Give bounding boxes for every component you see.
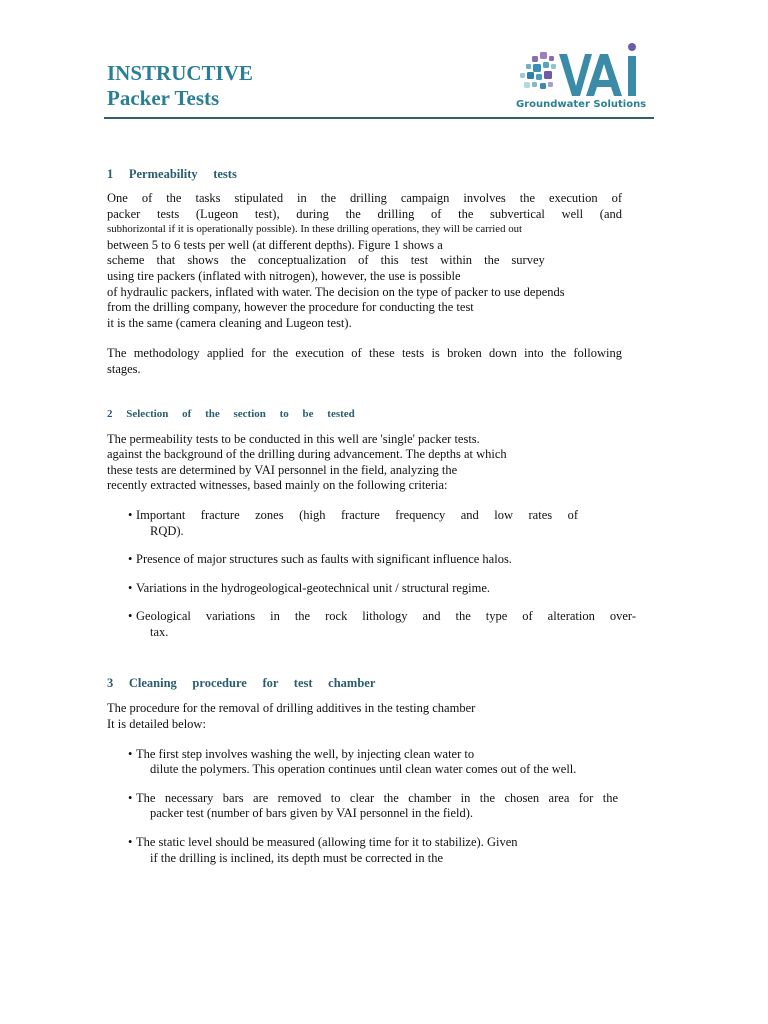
section-3-heading: 3 Cleaning procedure for test chamber: [107, 676, 376, 691]
bullet-glyph: •: [128, 746, 133, 761]
list-item-text-cont: if the drilling is inclined, its depth must be corrected in the: [150, 850, 443, 865]
list-item-text-cont: tax.: [150, 624, 169, 639]
list-item-text: Variations in the hydrogeological-geotechnical unit / structural regime.: [136, 580, 491, 595]
bullet-glyph: •: [128, 552, 133, 567]
list-item-text: Geological variations in the rock lithology and the type of alteration over-: [136, 609, 636, 624]
list-item: [128, 835, 618, 866]
list-item-text-cont: dilute the polymers. This operation continues until clean water comes out of the well.: [150, 762, 577, 777]
text-line: The procedure for the removal of drilling additives in the testing chamber: [107, 701, 476, 716]
text-line: The permeability tests to be conducted in this well are 'single' packer tests.: [107, 431, 480, 446]
text-line: One of the tasks stipulated in the drilling campaign involves the execution of: [107, 191, 622, 205]
bullet-glyph: •: [128, 580, 133, 595]
section-1-paragraph-1: [107, 191, 622, 331]
list-item-text: The static level should be measured (allowing time for it to stabilize). Given: [136, 835, 518, 850]
text-line: packer tests (Lugeon test), during the drilling of the subvertical well (and: [107, 206, 622, 221]
section-2-heading: 2 Selection of the section to be tested: [107, 407, 355, 420]
text-line: It is detailed below:: [107, 717, 206, 732]
section-2-paragraph: [107, 432, 622, 494]
title-line-2: Packer Tests: [107, 86, 220, 110]
list-item: [128, 609, 636, 640]
header-divider: [104, 117, 654, 119]
text-line: these tests are determined by VAI personnel in the field, analyzing the: [107, 462, 458, 477]
list-item-text: Important fracture zones (high fracture frequency and low rates of: [136, 507, 578, 522]
section-1-paragraph-2: [107, 346, 622, 377]
list-item: [128, 791, 618, 822]
list-item-text: The first step involves washing the well, by injecting clean water to: [136, 746, 475, 761]
bullet-glyph: •: [128, 609, 133, 624]
bullet-glyph: •: [128, 835, 133, 850]
text-line: The methodology applied for the execution of these tests is broken down into the following: [107, 346, 622, 361]
list-item-text-cont: RQD).: [150, 523, 184, 538]
list-item: [128, 747, 618, 778]
list-item-text-cont: packer test (number of bars given by VAI personnel in the field).: [150, 806, 474, 821]
list-item: [128, 552, 578, 568]
title-line-1: INSTRUCTIVE: [107, 61, 253, 85]
text-line: scheme that shows the conceptualization of this test within the survey: [107, 253, 545, 268]
text-line: against the background of the drilling during advancement. The depths at which: [107, 447, 507, 462]
bullet-glyph: •: [128, 790, 133, 805]
document-body: [107, 160, 636, 866]
logo-graphic: [512, 42, 657, 102]
document-title: [107, 61, 253, 111]
text-line: stages.: [107, 361, 141, 376]
list-item-text: Presence of major structures such as faults with significant influence halos.: [136, 552, 512, 567]
text-line: recently extracted witnesses, based mainly on the following criteria:: [107, 478, 448, 493]
text-line: subhorizontal if it is operationally possible). In these drilling operations, they will be carried out: [107, 223, 522, 236]
bullet-glyph: •: [128, 507, 133, 522]
text-line: it is the same (camera cleaning and Lugeon test).: [107, 315, 352, 330]
list-item-text: The necessary bars are removed to clear the chamber in the chosen area for the: [136, 790, 618, 805]
procedure-list: [128, 747, 618, 867]
section-1-heading: 1 Permeability tests: [107, 167, 237, 181]
section-3-paragraph: [107, 701, 622, 732]
text-line: between 5 to 6 tests per well (at different depths). Figure 1 shows a: [107, 237, 443, 252]
text-line: of hydraulic packers, inflated with water. The decision on the type of packer to use depends: [107, 284, 565, 299]
text-line: using tire packers (inflated with nitrogen), however, the use is possible: [107, 268, 461, 283]
text-line: from the drilling company, however the procedure for conducting the test: [107, 300, 474, 315]
list-item: [128, 508, 578, 539]
company-logo: [512, 42, 657, 118]
criteria-list: [128, 507, 636, 641]
list-item: [128, 581, 578, 597]
logo-tagline: Groundwater Solutions: [516, 99, 647, 110]
